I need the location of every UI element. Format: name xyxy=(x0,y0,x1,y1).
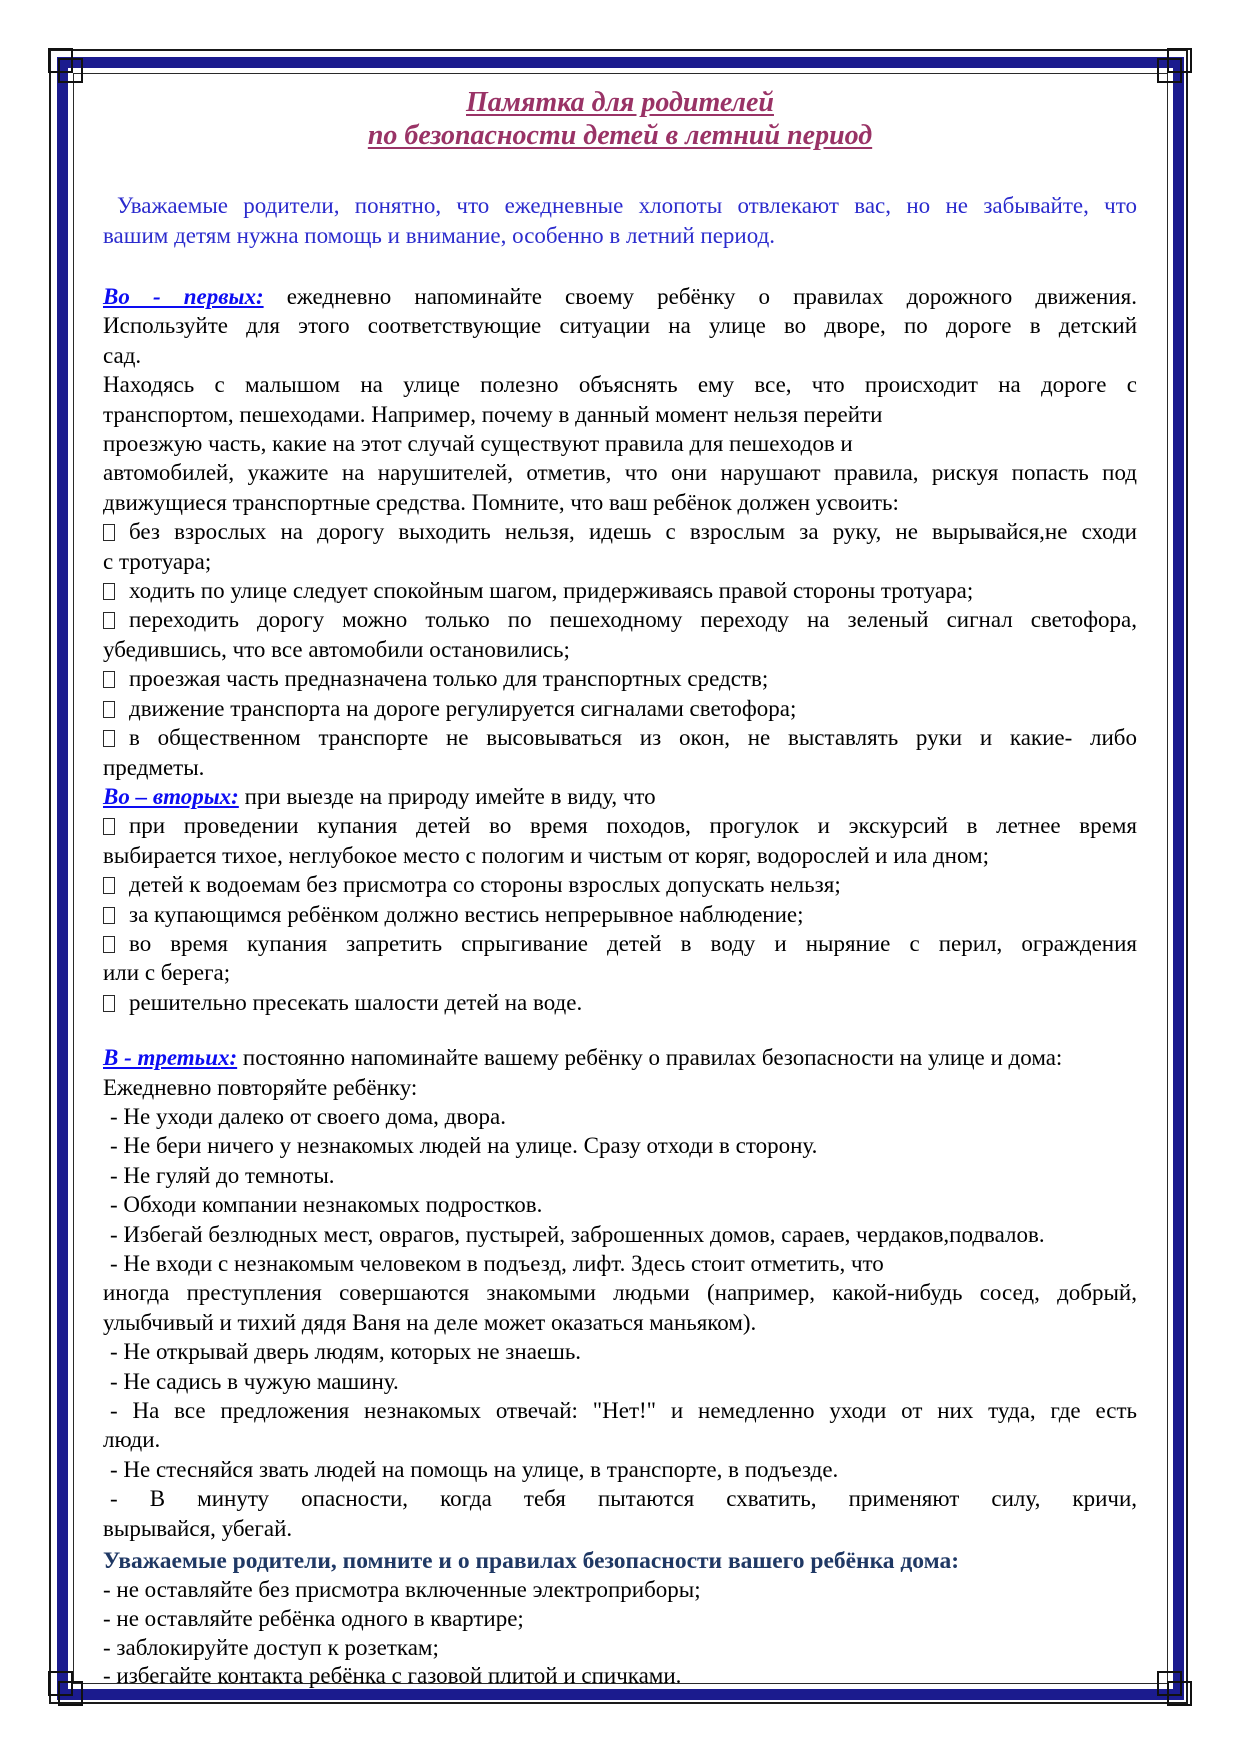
body-paragraph xyxy=(103,1043,1137,1072)
continuation-line xyxy=(103,1514,1137,1543)
text-run: сад. xyxy=(103,342,142,368)
continuation-line xyxy=(103,1308,1137,1337)
bullet-item xyxy=(103,576,1137,605)
text-run: Находясь с малышом на улице полезно объяснять ему все, что происходит на дороге с xyxy=(103,372,1137,398)
corner-ornament-square xyxy=(58,58,83,83)
section-lead: Во - первых: xyxy=(103,284,264,309)
document-title-line xyxy=(103,119,1137,152)
text-run: ходить по улице следует спокойным шагом, придерживаясь правой стороны тротуара; xyxy=(129,578,974,604)
text-run: - не оставляйте без присмотра включенные электроприборы; xyxy=(103,1577,701,1603)
text-run: в общественном транспорте не высовываться из окон, не выставлять руки и какие- либо xyxy=(129,725,1137,751)
text-run: постоянно напоминайте вашему ребёнку о правилах безопасности на улице и дома: xyxy=(242,1045,1063,1071)
continuation-line xyxy=(103,635,1137,664)
home-rule-item xyxy=(103,1576,1137,1605)
text-run: Памятка для родителей xyxy=(466,87,774,118)
empty-checkbox-icon xyxy=(103,524,115,541)
home-rule-item xyxy=(103,1662,1137,1691)
text-run: детей к водоемам без присмотра со стороны взрослых допускать нельзя; xyxy=(129,872,841,898)
text-run: - заблокируйте доступ к розеткам; xyxy=(103,1634,439,1660)
dash-item xyxy=(103,1131,1137,1160)
bullet-item xyxy=(103,811,1137,840)
empty-checkbox-icon xyxy=(103,730,115,747)
continuation-line xyxy=(103,753,1137,782)
continuation-line xyxy=(103,958,1137,987)
document-content xyxy=(103,86,1137,1691)
bullet-item xyxy=(103,900,1137,929)
bullet-item xyxy=(103,664,1137,693)
text-run: переходить дорогу можно только по пешеходному переходу на зеленый сигнал светофора, xyxy=(129,607,1137,633)
text-run: - Не открывай дверь людям, которых не знаешь. xyxy=(110,1339,582,1365)
empty-checkbox-icon xyxy=(103,583,115,600)
text-run: автомобилей, укажите на нарушителей, отметив, что они нарушают правила, рискуя попасть под xyxy=(103,460,1137,486)
body-paragraph xyxy=(103,488,1137,517)
empty-checkbox-icon xyxy=(103,818,115,835)
dash-item xyxy=(103,1249,1137,1278)
corner-ornament-square xyxy=(1157,1671,1182,1696)
text-run: - В минуту опасности, когда тебя пытаются схватить, применяют силу, кричи, xyxy=(110,1486,1137,1512)
text-run: при проведении купания детей во время походов, прогулок и экскурсий в летнее время xyxy=(129,813,1137,839)
text-run: - Избегай безлюдных мест, оврагов, пустырей, заброшенных домов, сараев, чердаков,подвалов. xyxy=(110,1221,1045,1247)
dash-item xyxy=(103,1455,1137,1484)
text-run: движущиеся транспортные средства. Помните, что ваш ребёнок должен усвоить: xyxy=(103,489,899,515)
text-run: предметы. xyxy=(103,754,205,780)
intro-paragraph xyxy=(103,221,1137,251)
body-paragraph xyxy=(103,311,1137,340)
text-run: - Не садись в чужую машину. xyxy=(110,1368,399,1394)
empty-checkbox-icon xyxy=(103,907,115,924)
text-run: за купающимся ребёнком должно вестись непрерывное наблюдение; xyxy=(129,901,804,927)
text-run: вашим детям нужна помощь и внимание, особенно в летний период. xyxy=(103,223,776,248)
text-run: проезжая часть предназначена только для транспортных средств; xyxy=(129,666,769,692)
text-run: с тротуара; xyxy=(103,548,212,574)
text-run: - Не уходи далеко от своего дома, двора. xyxy=(110,1103,506,1129)
text-run: Уважаемые родители, помните и о правилах безопасности вашего ребёнка дома: xyxy=(103,1548,960,1575)
body-paragraph xyxy=(103,429,1137,458)
text-run: - Не бери ничего у незнакомых людей на улице. Сразу отходи в сторону. xyxy=(110,1133,818,1159)
empty-checkbox-icon xyxy=(103,701,115,718)
dash-item xyxy=(103,1220,1137,1249)
bullet-item xyxy=(103,870,1137,899)
corner-ornament-square xyxy=(1157,58,1182,83)
continuation-line xyxy=(103,547,1137,576)
body-paragraph xyxy=(103,782,1137,811)
dash-item xyxy=(103,1396,1137,1425)
empty-checkbox-icon xyxy=(103,612,115,629)
dash-item xyxy=(103,1161,1137,1190)
dash-item xyxy=(103,1367,1137,1396)
body-paragraph xyxy=(103,341,1137,370)
text-run: без взрослых на дорогу выходить нельзя, идешь с взрослым за руку, не вырывайся,не сходи xyxy=(129,519,1137,545)
dash-item xyxy=(103,1102,1137,1131)
text-run: по безопасности детей в летний период xyxy=(367,120,873,151)
text-run: при выезде на природу имейте в виду, что xyxy=(244,783,656,809)
bullet-item xyxy=(103,517,1137,546)
text-run: Ежедневно повторяйте ребёнку: xyxy=(103,1074,418,1100)
text-run: выбирается тихое, неглубокое место с пологим и чистым от коряг, водорослей и ила дном; xyxy=(103,842,989,868)
text-run: - Не гуляй до темноты. xyxy=(110,1162,335,1188)
section-lead: В - третьих: xyxy=(103,1045,238,1071)
bullet-item xyxy=(103,988,1137,1017)
body-paragraph xyxy=(103,282,1137,311)
text-run: транспортом, пешеходами. Например, почему в данный момент нельзя перейти xyxy=(103,401,883,427)
continuation-line xyxy=(103,1278,1137,1307)
text-run: люди. xyxy=(103,1427,161,1453)
dash-item xyxy=(103,1484,1137,1513)
continuation-line xyxy=(103,1425,1137,1454)
dash-item xyxy=(103,1337,1137,1366)
text-run: улыбчивый и тихий дядя Ваня на деле может оказаться маньяком). xyxy=(103,1309,757,1335)
text-run: - не оставляйте ребёнка одного в квартире; xyxy=(103,1606,524,1632)
text-run: - избегайте контакта ребёнка с газовой плитой и спичками. xyxy=(103,1663,682,1689)
text-run: во время купания запретить спрыгивание детей в воду и ныряние с перил, ограждения xyxy=(129,930,1137,956)
text-run: Используйте для этого соответствующие ситуации на улице во дворе, по дороге в детский xyxy=(103,313,1137,339)
bullet-item xyxy=(103,723,1137,752)
text-run: - Не входи с незнакомым человеком в подъезд, лифт. Здесь стоит отметить, что xyxy=(110,1251,884,1276)
empty-checkbox-icon xyxy=(103,671,115,688)
text-run: - Обходи компании незнакомых подростков. xyxy=(110,1192,543,1218)
text-run: убедившись, что все автомобили остановились; xyxy=(103,636,570,662)
bullet-item xyxy=(103,694,1137,723)
text-run: иногда преступления совершаются знакомыми людьми (например, какой-нибудь сосед, добрый, xyxy=(103,1280,1137,1306)
home-safety-heading xyxy=(103,1547,1137,1576)
empty-checkbox-icon xyxy=(103,877,115,894)
text-run: Уважаемые родители, понятно, что ежедневные хлопоты отвлекают вас, но не забывайте, что xyxy=(117,193,1137,218)
bullet-item xyxy=(103,605,1137,634)
text-run: ежедневно напоминайте своему ребёнку о правилах дорожного движения. xyxy=(286,284,1137,309)
text-run: вырывайся, убегай. xyxy=(103,1515,293,1541)
section-lead: Во – вторых: xyxy=(103,783,239,809)
empty-checkbox-icon xyxy=(103,936,115,953)
corner-ornament-square xyxy=(58,1681,83,1706)
intro-paragraph xyxy=(103,191,1137,221)
document-title-line xyxy=(103,86,1137,119)
continuation-line xyxy=(103,841,1137,870)
bullet-item xyxy=(103,929,1137,958)
home-rule-item xyxy=(103,1605,1137,1634)
body-paragraph xyxy=(103,400,1137,429)
text-run: движение транспорта на дороге регулируется сигналами светофора; xyxy=(129,695,797,721)
body-paragraph xyxy=(103,370,1137,399)
text-run: - На все предложения незнакомых отвечай: "Нет!" и немедленно уходи от них туда, где есть xyxy=(110,1398,1137,1424)
text-run: - Не стесняйся звать людей на помощь на улице, в транспорте, в подъезде. xyxy=(110,1456,839,1482)
text-run: решительно пресекать шалости детей на воде. xyxy=(129,989,583,1015)
body-paragraph xyxy=(103,1073,1137,1102)
dash-item xyxy=(103,1190,1137,1219)
body-paragraph xyxy=(103,458,1137,487)
text-run: проезжую часть, какие на этот случай существуют правила для пешеходов и xyxy=(103,431,853,457)
empty-checkbox-icon xyxy=(103,995,115,1012)
text-run: или с берега; xyxy=(103,960,231,986)
home-rule-item xyxy=(103,1634,1137,1663)
